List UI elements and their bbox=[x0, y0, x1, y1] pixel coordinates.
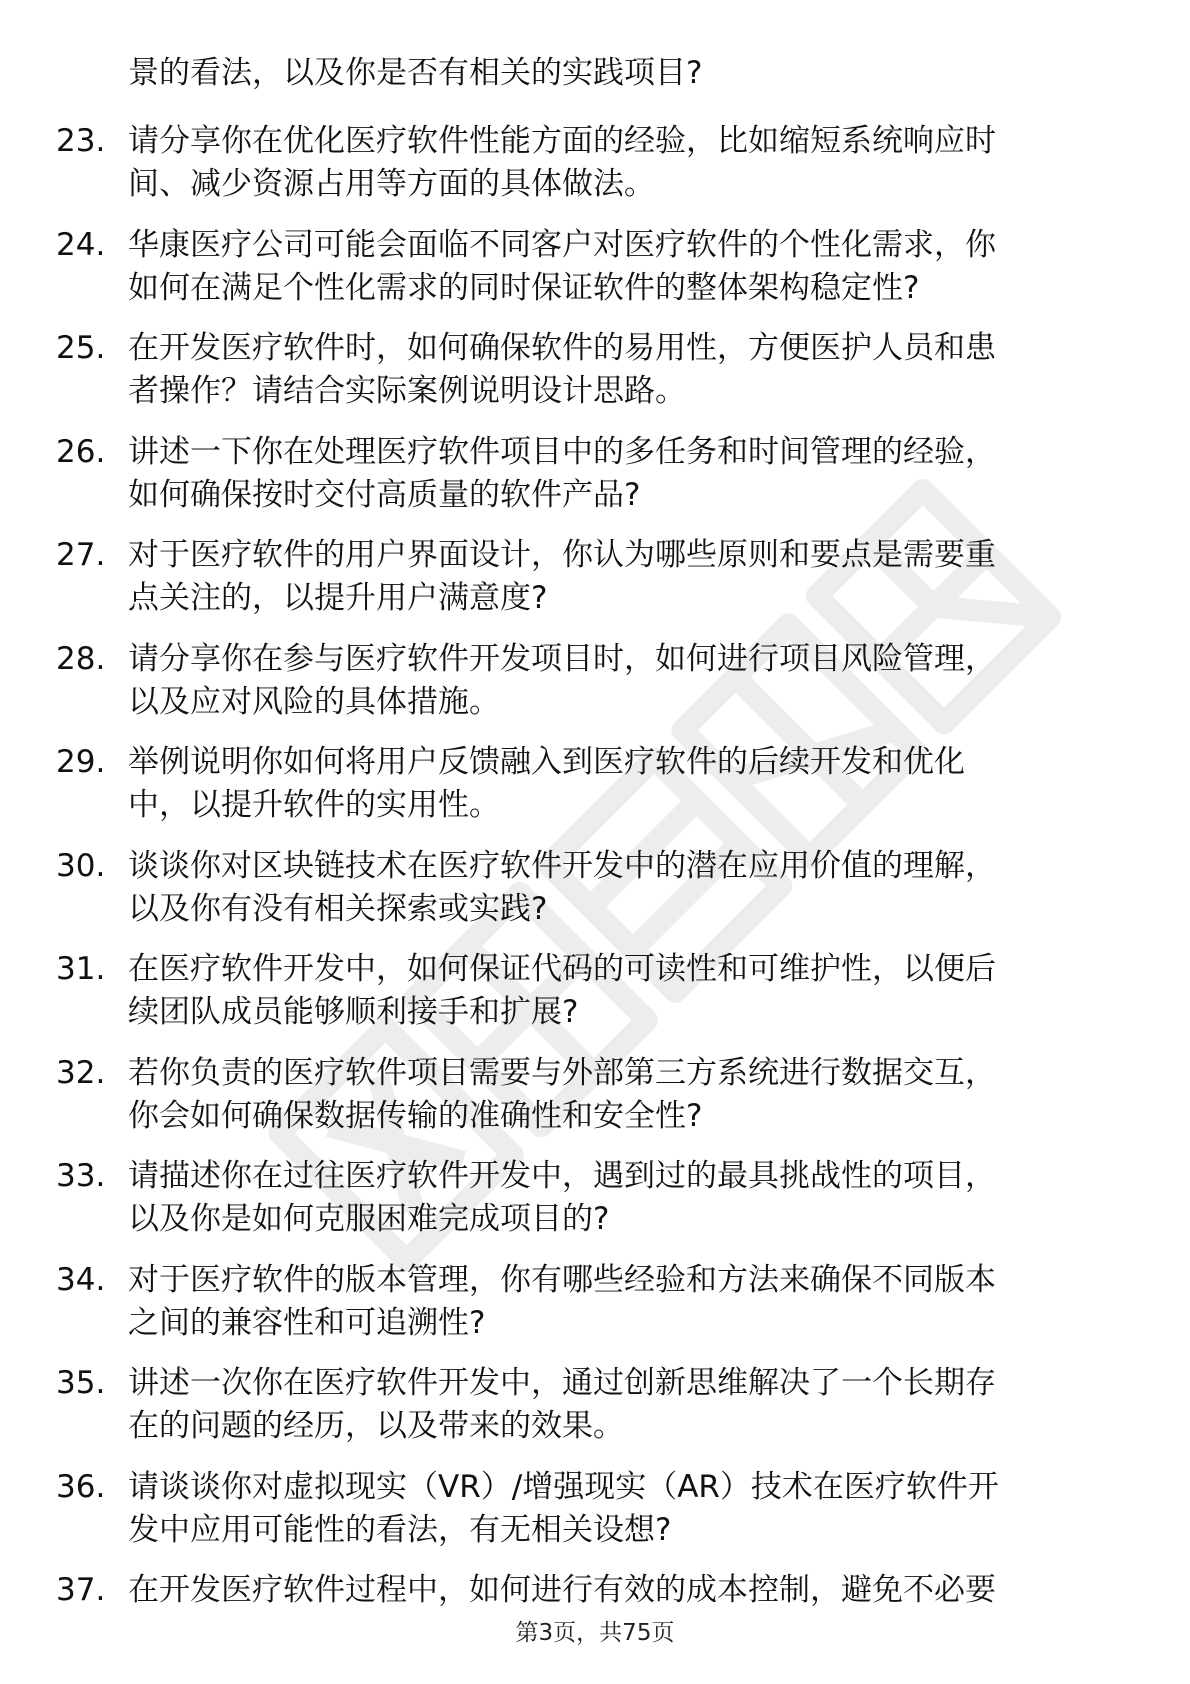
question-text-line: 请谈谈你对虚拟现实（VR）/增强现实（AR）技术在医疗软件开 bbox=[128, 1468, 999, 1505]
question-text bbox=[128, 638, 1128, 724]
question-text bbox=[128, 431, 1128, 517]
question-number: 37. bbox=[56, 1572, 106, 1608]
question-text bbox=[128, 1362, 1128, 1448]
page-footer: 第3页，共75页 bbox=[515, 1620, 675, 1646]
list-item bbox=[0, 224, 1190, 328]
question-text bbox=[128, 1259, 1128, 1345]
question-text-line: 续团队成员能够顺利接手和扩展? bbox=[128, 994, 579, 1030]
question-number: 24. bbox=[56, 226, 106, 263]
question-number: 35. bbox=[56, 1365, 106, 1401]
question-text-line: 中，以提升软件的实用性。 bbox=[128, 787, 500, 823]
list-item bbox=[0, 1052, 1190, 1156]
question-number: 33. bbox=[56, 1158, 106, 1194]
question-text-line: 以及你有没有相关探索或实践? bbox=[128, 890, 548, 927]
list-item bbox=[0, 327, 1190, 431]
question-text-line: 间、减少资源占用等方面的具体做法。 bbox=[128, 166, 655, 202]
question-text-line: 请分享你在参与医疗软件开发项目时，如何进行项目风险管理， bbox=[128, 640, 996, 677]
question-number: 28. bbox=[56, 640, 106, 677]
list-item bbox=[0, 534, 1190, 638]
question-number: 27. bbox=[56, 537, 106, 573]
question-text-line: 以及应对风险的具体措施。 bbox=[128, 683, 500, 720]
list-item bbox=[0, 845, 1190, 949]
question-number: 23. bbox=[56, 123, 106, 159]
list-item bbox=[0, 120, 1190, 224]
question-text-line: 你会如何确保数据传输的准确性和安全性? bbox=[128, 1097, 703, 1134]
question-text-line: 请描述你在过往医疗软件开发中，遇到过的最具挑战性的项目， bbox=[128, 1158, 996, 1194]
question-text-line: 如何在满足个性化需求的同时保证软件的整体架构稳定性? bbox=[128, 269, 920, 306]
question-number: 29. bbox=[56, 744, 106, 780]
list-item bbox=[0, 431, 1190, 535]
question-text-line: 举例说明你如何将用户反馈融入到医疗软件的后续开发和优化 bbox=[128, 744, 965, 780]
question-text-line: 发中应用可能性的看法，有无相关设想? bbox=[128, 1511, 672, 1548]
question-text bbox=[128, 1569, 1128, 1612]
question-number: 31. bbox=[56, 951, 106, 987]
list-item bbox=[0, 948, 1190, 1052]
question-text-line: 请分享你在优化医疗软件性能方面的经验，比如缩短系统响应时 bbox=[128, 123, 996, 159]
question-text bbox=[128, 741, 1128, 827]
question-number: 25. bbox=[56, 330, 106, 366]
question-text-line: 对于医疗软件的版本管理，你有哪些经验和方法来确保不同版本 bbox=[128, 1261, 996, 1298]
question-text-line: 在的问题的经历，以及带来的效果。 bbox=[128, 1408, 624, 1444]
list-item bbox=[0, 1259, 1190, 1363]
question-number: 26. bbox=[56, 433, 106, 470]
question-number: 34. bbox=[56, 1261, 106, 1298]
question-text bbox=[128, 948, 1128, 1034]
question-text-line: 在医疗软件开发中，如何保证代码的可读性和可维护性，以便后 bbox=[128, 951, 996, 987]
list-item bbox=[0, 1362, 1190, 1466]
question-text bbox=[128, 1466, 1128, 1552]
continued-question-text: 景的看法，以及你是否有相关的实践项目? bbox=[128, 55, 703, 91]
list-item bbox=[0, 638, 1190, 742]
question-text-line: 对于医疗软件的用户界面设计，你认为哪些原则和要点是需要重 bbox=[128, 537, 996, 573]
question-text bbox=[128, 1052, 1128, 1138]
question-text bbox=[128, 534, 1128, 620]
question-text-line: 在开发医疗软件时，如何确保软件的易用性，方便医护人员和患 bbox=[128, 330, 996, 366]
list-item bbox=[0, 741, 1190, 845]
question-number: 32. bbox=[56, 1054, 106, 1091]
question-text bbox=[128, 845, 1128, 931]
question-text-line: 以及你是如何克服困难完成项目的? bbox=[128, 1201, 610, 1237]
question-text-line: 者操作？请结合实际案例说明设计思路。 bbox=[128, 373, 686, 409]
question-number: 36. bbox=[56, 1468, 106, 1505]
question-text-line: 讲述一次你在医疗软件开发中，通过创新思维解决了一个长期存 bbox=[128, 1365, 996, 1401]
question-text-line: 华康医疗公司可能会面临不同客户对医疗软件的个性化需求，你 bbox=[128, 226, 996, 263]
question-text bbox=[128, 120, 1128, 206]
question-text bbox=[128, 327, 1128, 413]
list-item bbox=[0, 1155, 1190, 1259]
question-text bbox=[128, 224, 1128, 310]
question-text-line: 如何确保按时交付高质量的软件产品? bbox=[128, 476, 641, 513]
list-item bbox=[0, 1466, 1190, 1570]
question-text-line: 若你负责的医疗软件项目需要与外部第三方系统进行数据交互， bbox=[128, 1054, 996, 1091]
question-text-line: 点关注的，以提升用户满意度? bbox=[128, 580, 548, 616]
question-text-line: 在开发医疗软件过程中，如何进行有效的成本控制，避免不必要 bbox=[128, 1572, 996, 1608]
question-list bbox=[0, 120, 1190, 1673]
question-text-line: 之间的兼容性和可追溯性? bbox=[128, 1304, 486, 1341]
question-number: 30. bbox=[56, 847, 106, 884]
question-text-line: 谈谈你对区块链技术在医疗软件开发中的潜在应用价值的理解， bbox=[128, 847, 996, 884]
question-text-line: 讲述一下你在处理医疗软件项目中的多任务和时间管理的经验， bbox=[128, 433, 996, 470]
question-text bbox=[128, 1155, 1128, 1241]
